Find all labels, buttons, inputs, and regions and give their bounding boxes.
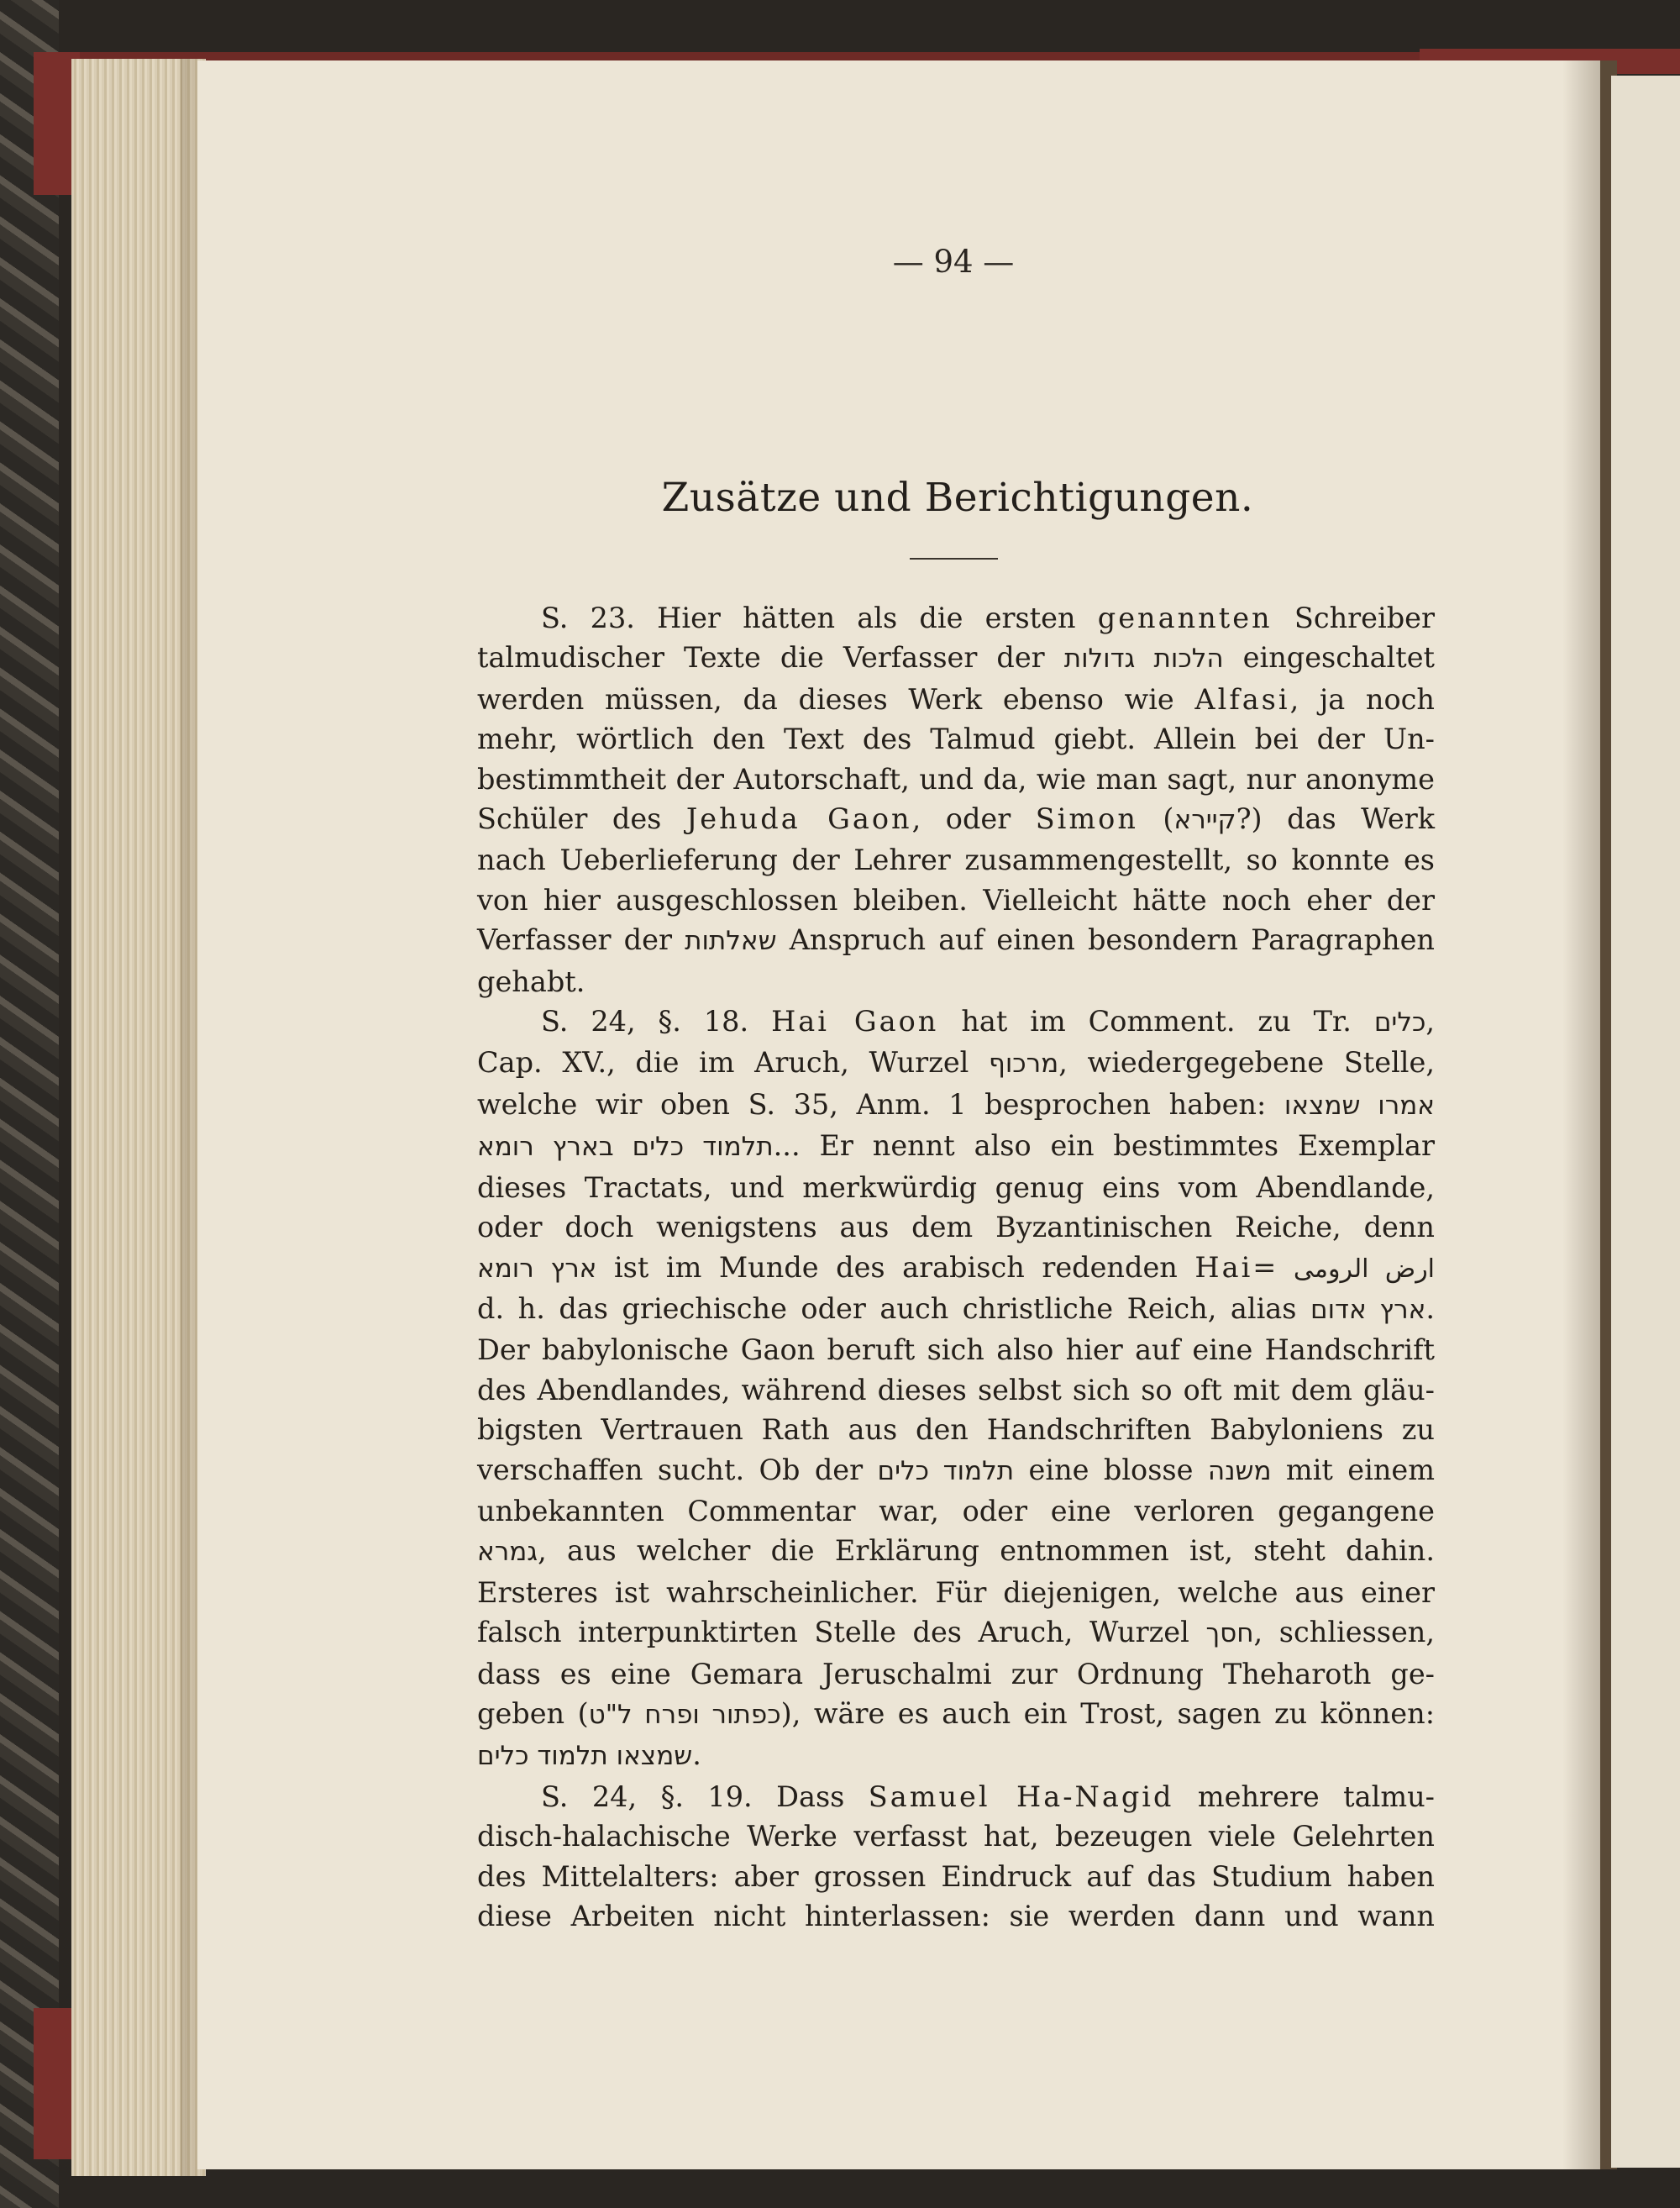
text-segment: כלים bbox=[1373, 1007, 1426, 1038]
text-segment: ), wäre es auch ein Trost, sagen zu können: bbox=[780, 1696, 1435, 1730]
text-segment: d. h. das griechische oder auch christliche Reich, alias bbox=[477, 1291, 1310, 1325]
text-segment: unbekannten Commentar war, oder eine verloren gegangene bbox=[477, 1494, 1435, 1527]
text-line bbox=[477, 1370, 1435, 1410]
text-segment: , bbox=[1425, 1005, 1436, 1038]
facing-page bbox=[1611, 76, 1680, 2168]
text-segment: S. 23. Hier hätten als die ersten bbox=[541, 602, 1098, 634]
text-line bbox=[477, 1043, 1435, 1084]
text-segment: Hai Gaon bbox=[771, 1005, 939, 1038]
text-line bbox=[477, 1330, 1435, 1369]
text-segment: verschaffen sucht. Ob der bbox=[477, 1453, 878, 1486]
text-segment: Jehuda Gaon bbox=[685, 802, 912, 836]
text-segment: mit einem bbox=[1271, 1453, 1435, 1486]
text-segment: ( bbox=[1137, 802, 1174, 836]
text-segment: , ja noch bbox=[1289, 682, 1435, 716]
text-line bbox=[477, 1531, 1435, 1572]
text-segment: תלמוד כלים bbox=[877, 1455, 1015, 1486]
text-segment: כפתור ופרח ל"ט bbox=[588, 1699, 781, 1730]
text-segment: welche wir oben S. 35, Anm. 1 besprochen haben: bbox=[477, 1087, 1284, 1121]
text-line bbox=[477, 1654, 1435, 1694]
text-line bbox=[477, 680, 1435, 719]
text-segment: nach Ueberlieferung der Lehrer zusammengestellt, so konnte es bbox=[477, 844, 1435, 877]
text-segment: ?) das Werk bbox=[1236, 802, 1436, 836]
text-segment: eine blosse bbox=[1014, 1453, 1208, 1486]
text-segment: Samuel Ha-Nagid bbox=[868, 1780, 1174, 1813]
text-segment: שמצאו תלמוד כלים bbox=[477, 1741, 693, 1772]
text-segment: des Mittelalters: aber grossen Eindruck auf das Studium haben bbox=[477, 1859, 1435, 1893]
text-segment: disch-halachische Werke verfasst hat, bezeugen viele Gelehrten bbox=[477, 1820, 1435, 1853]
text-segment: חסך bbox=[1205, 1618, 1254, 1649]
text-segment: Der babylonische Gaon beruft sich also hier auf eine Handschrift bbox=[477, 1333, 1435, 1367]
text-segment: תלמוד כלים בארץ רומא bbox=[477, 1132, 774, 1163]
text-line bbox=[477, 1816, 1435, 1856]
text-segment: Alfasi bbox=[1194, 682, 1290, 716]
text-segment: Simon bbox=[1035, 802, 1138, 836]
text-segment: talmudischer Texte die Verfasser der bbox=[477, 641, 1064, 675]
text-line bbox=[477, 1289, 1435, 1330]
text-line bbox=[477, 1450, 1435, 1491]
text-segment: mehrere talmu- bbox=[1173, 1780, 1435, 1813]
text-line bbox=[477, 1573, 1435, 1612]
text-segment: ارض الرومى bbox=[1293, 1254, 1436, 1284]
text-segment: gehabt. bbox=[477, 965, 585, 998]
text-segment: hat im Comment. zu Tr. bbox=[938, 1005, 1374, 1038]
text-line bbox=[477, 1207, 1435, 1247]
text-segment: Schreiber bbox=[1272, 602, 1435, 634]
text-segment: הלכות גדולות bbox=[1063, 644, 1224, 675]
text-segment: . bbox=[692, 1738, 701, 1772]
text-line bbox=[477, 1085, 1435, 1126]
text-line bbox=[477, 1001, 1435, 1043]
text-segment: oder doch wenigstens aus dem Byzantinischen Reiche, denn bbox=[477, 1211, 1435, 1244]
text-segment: מרכוף bbox=[989, 1049, 1059, 1080]
text-line bbox=[477, 881, 1435, 920]
text-segment: geben ( bbox=[477, 1696, 589, 1730]
text-segment: קיירא bbox=[1173, 805, 1236, 836]
text-segment: ארץ רומא bbox=[477, 1253, 597, 1284]
body-text bbox=[477, 598, 1435, 1936]
text-segment: des Abendlandes, während dieses selbst sich so oft mit dem gläu- bbox=[477, 1373, 1435, 1406]
text-segment: אמרו שמצאו bbox=[1284, 1090, 1435, 1121]
text-segment: mehr, wörtlich den Text des Talmud giebt. Allein bei der Un- bbox=[477, 723, 1435, 756]
text-line bbox=[477, 920, 1435, 961]
text-line bbox=[477, 1410, 1435, 1449]
text-segment: eingeschaltet bbox=[1223, 641, 1436, 675]
marbled-cover bbox=[0, 0, 59, 2208]
text-segment: , wiedergegebene Stelle, bbox=[1058, 1046, 1435, 1080]
text-segment: שאלתות bbox=[685, 926, 777, 957]
text-segment: Hai bbox=[1194, 1250, 1253, 1284]
text-line bbox=[477, 719, 1435, 759]
text-segment: משנה bbox=[1207, 1455, 1272, 1486]
page-number: — 94 — bbox=[892, 244, 1015, 280]
page-heading: Zusätze und Berichtigungen. bbox=[661, 475, 1254, 521]
text-line bbox=[477, 840, 1435, 880]
text-segment: bigsten Vertrauen Rath aus den Handschriften Babyloniens zu bbox=[477, 1413, 1435, 1447]
text-line bbox=[477, 962, 1435, 1001]
text-segment: S. 24, §. 18. bbox=[541, 1005, 772, 1038]
text-line bbox=[477, 598, 1435, 638]
text-segment: ... Er nennt also ein bestimmtes Exemplar bbox=[773, 1129, 1435, 1163]
heading-rule bbox=[910, 558, 998, 560]
text-segment: ist im Munde des arabisch redenden bbox=[596, 1250, 1195, 1284]
text-line bbox=[477, 1896, 1435, 1936]
text-segment: dieses Tractats, und merkwürdig genug eins vom Abendlande, bbox=[477, 1170, 1435, 1204]
text-segment: Cap. XV., die im Aruch, Wurzel bbox=[477, 1046, 990, 1080]
text-line bbox=[477, 1491, 1435, 1531]
text-line bbox=[477, 1735, 1435, 1776]
text-line bbox=[477, 799, 1435, 840]
text-segment: ארץ אדום bbox=[1310, 1294, 1426, 1325]
text-line bbox=[477, 1857, 1435, 1896]
text-line bbox=[477, 1168, 1435, 1207]
text-segment: . bbox=[1425, 1291, 1435, 1325]
text-segment: S. 24, §. 19. Dass bbox=[541, 1780, 869, 1813]
text-segment: גמרא bbox=[477, 1537, 538, 1568]
text-segment: falsch interpunktirten Stelle des Aruch, Wurzel bbox=[477, 1616, 1206, 1649]
text-line bbox=[477, 1777, 1435, 1816]
text-segment: genannten bbox=[1097, 602, 1273, 634]
text-segment: , oder bbox=[911, 802, 1036, 836]
text-segment: von hier ausgeschlossen bleiben. Vielleicht hätte noch eher der bbox=[477, 883, 1435, 917]
text-line bbox=[477, 1248, 1435, 1289]
text-line bbox=[477, 1612, 1435, 1653]
text-segment: = bbox=[1252, 1250, 1294, 1284]
text-segment: dass es eine Gemara Jeruschalmi zur Ordnung Theharoth ge- bbox=[477, 1657, 1435, 1690]
text-segment: , aus welcher die Erklärung entnommen ist, steht dahin. bbox=[538, 1534, 1435, 1568]
text-line bbox=[477, 638, 1435, 679]
text-segment: Ersteres ist wahrscheinlicher. Für diejenigen, welche aus einer bbox=[477, 1575, 1435, 1609]
text-segment: werden müssen, da dieses Werk ebenso wie bbox=[477, 682, 1195, 716]
text-segment: bestimmtheit der Autorschaft, und da, wie man sagt, nur anonyme bbox=[477, 762, 1435, 796]
text-line bbox=[477, 1694, 1435, 1735]
text-segment: , schliessen, bbox=[1253, 1616, 1436, 1649]
text-line bbox=[477, 760, 1435, 799]
text-segment: Schüler des bbox=[477, 802, 686, 836]
text-segment: diese Arbeiten nicht hinterlassen: sie werden dann und wann bbox=[477, 1900, 1435, 1932]
text-segment: Anspruch auf einen besondern Paragraphen bbox=[776, 923, 1435, 957]
text-line bbox=[477, 1126, 1435, 1167]
text-segment: Verfasser der bbox=[477, 923, 685, 957]
